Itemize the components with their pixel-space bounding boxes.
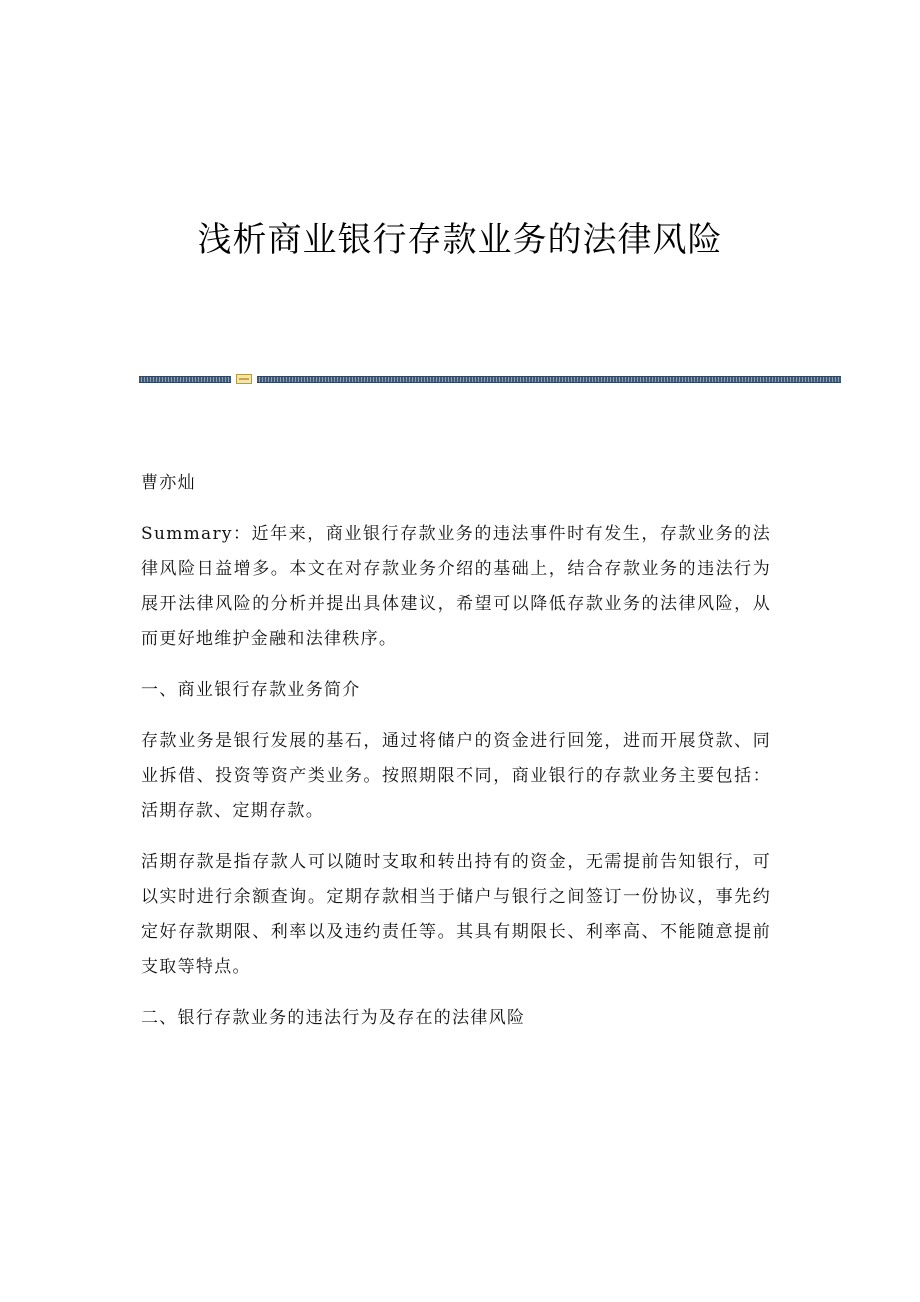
summary-paragraph: Summary：近年来，商业银行存款业务的违法事件时有发生，存款业务的法律风险日益增多。本文在对存款业务介绍的基础上，结合存款业务的违法行为展开法律风险的分析并提出具体建议，希望可以降低存款业务的法律风险，从而更好地维护金融和法律秩序。	[141, 524, 771, 649]
divider-ornament-icon	[236, 374, 252, 384]
divider-bar-left	[139, 376, 231, 383]
section-heading-2: 二、银行存款业务的违法行为及存在的法律风险	[141, 1008, 526, 1028]
author-name: 曹亦灿	[141, 473, 196, 493]
body-paragraph-2: 活期存款是指存款人可以随时支取和转出持有的资金，无需提前告知银行，可以实时进行余额查询。定期存款相当于储户与银行之间签订一份协议，事先约定好存款期限、利率以及违约责任等。其具有期限长、利率高、不能随意提前支取等特点。	[141, 852, 771, 977]
body-paragraph-1: 存款业务是银行发展的基石，通过将储户的资金进行回笼，进而开展贷款、同业拆借、投资等资产类业务。按照期限不同，商业银行的存款业务主要包括：活期存款、定期存款。	[141, 731, 771, 821]
document-title: 浅析商业银行存款业务的法律风险	[197, 220, 723, 260]
section-heading-1: 一、商业银行存款业务简介	[141, 680, 361, 700]
document-body	[141, 466, 771, 1052]
divider-bar-right	[257, 376, 841, 383]
title-divider	[139, 374, 841, 384]
